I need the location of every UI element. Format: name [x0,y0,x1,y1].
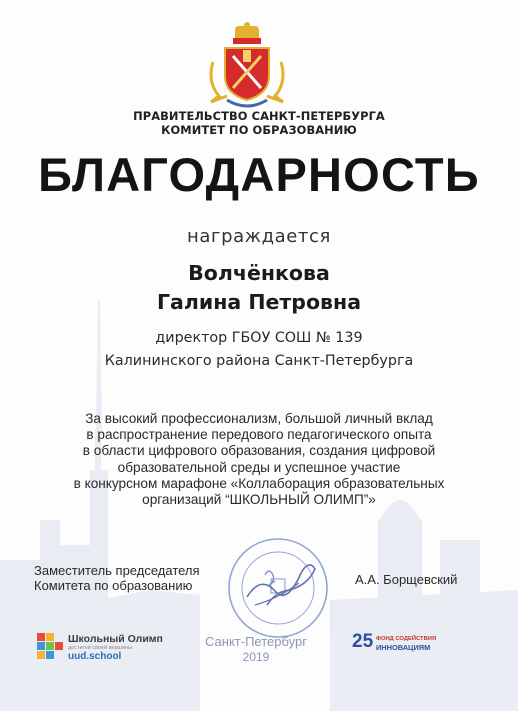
signer-title [34,563,200,593]
signer-name: А.А. Борщевский [355,572,458,587]
school-olympus-name: Школьный Олимп [68,633,163,645]
merit-line: в конкурсном марафоне «Коллаборация образовательных [73,475,445,491]
merit-line: в области цифрового образования, создания цифровой [82,443,436,459]
merit-line: За высокий профессионализм, большой личный вклад [85,411,433,426]
school-olympus-tagline: достигни своей вершины [68,645,133,651]
committee-line: КОМИТЕТ ПО ОБРАЗОВАНИЮ [161,123,357,137]
recipient-surname: Волчёнкова [188,261,330,285]
official-stamp-icon [225,535,331,641]
recipient-given-names: Галина Петровна [156,290,362,314]
merit-line: образовательной среды и успешное участие [117,459,401,475]
signer-title-line: Комитета по образованию [34,578,193,593]
school-olympus-site: uud.school [68,651,122,662]
school-olympus-icon [36,632,64,660]
document-title: БЛАГОДАРНОСТЬ [38,148,480,201]
merit-line: в распространение передового педагогического опыта [86,427,432,443]
innovation-fund-number: 25 [352,631,374,652]
innovation-fund-line: ИННОВАЦИЯМ [376,643,431,652]
issue-year: 2019 [242,650,270,664]
recipient-position: директор ГБОУ СОШ № 139 [155,330,363,346]
school-olympus-logo [36,632,163,664]
innovation-fund-line: ФОНД СОДЕЙСТВИЯ [376,636,437,642]
awarded-label: награждается [187,226,331,247]
signer-title-line: Заместитель председателя [34,563,200,578]
merit-text [0,411,518,508]
innovation-fund-logo [352,631,452,656]
issue-city: Санкт-Петербург [205,634,307,649]
merit-line: организаций “ШКОЛЬНЫЙ ОЛИМП”» [142,492,376,508]
coat-of-arms-icon [205,22,289,108]
government-line: ПРАВИТЕЛЬСТВО САНКТ-ПЕТЕРБУРГА [133,109,385,123]
recipient-district: Калининского района Санкт-Петербурга [104,353,414,369]
